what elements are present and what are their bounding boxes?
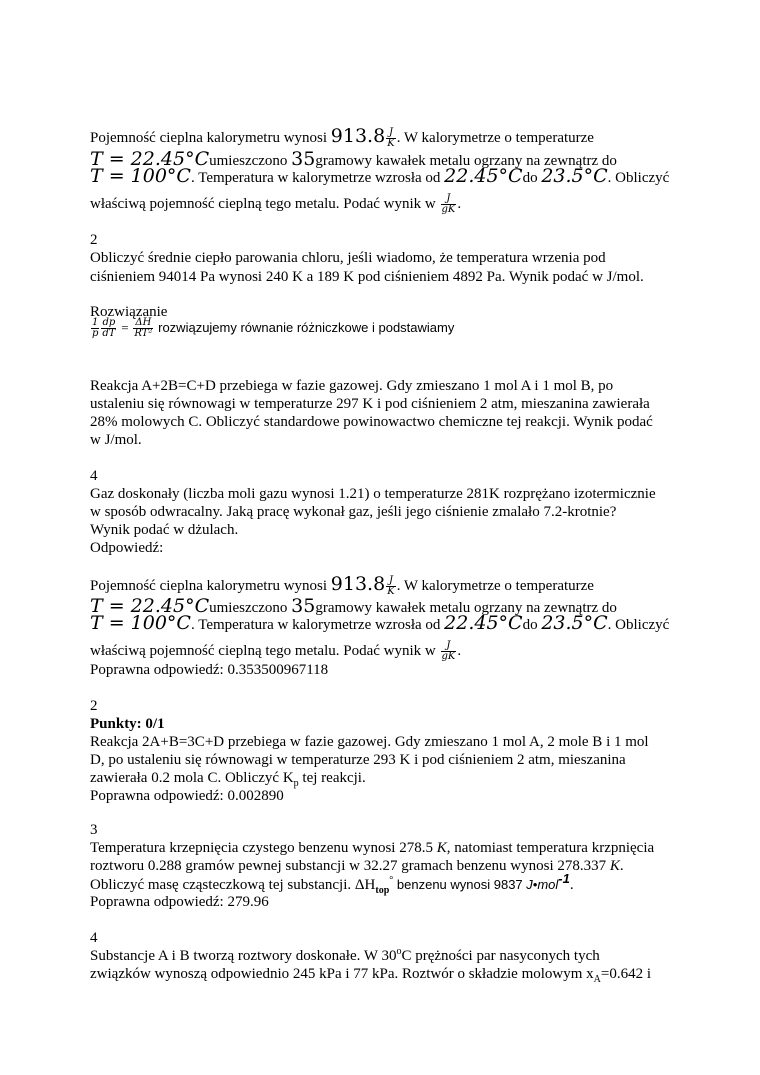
correct-answer: Poprawna odpowiedź: 0.353500967118 — [90, 662, 329, 678]
question-text: w J/mol. — [90, 432, 142, 448]
text-segment: . — [457, 195, 462, 212]
unit-kelvin: K — [436, 840, 447, 856]
calorimeter-line-4 — [90, 194, 461, 215]
subscript: p — [293, 778, 299, 789]
fraction-denominator: dT — [102, 328, 116, 339]
unit-kelvin: K — [609, 858, 620, 874]
fraction-numerator: J — [441, 194, 457, 205]
math-expression: 22.45°C — [444, 612, 523, 634]
fraction-numerator: dp — [102, 317, 116, 328]
fraction-denominator: RT² — [134, 328, 153, 339]
text-segment: właściwą pojemność cieplną tego metalu. Podać wynik w — [90, 642, 440, 659]
text-segment: roztworu 0.288 gramów pewnej substancji w 32.27 gramach benzenu wynosi 278.337 — [90, 858, 610, 874]
calorimeter-line-1 — [90, 575, 594, 597]
subscript: A — [593, 974, 601, 985]
question-text: Gaz doskonały (liczba moli gazu wynosi 1.21) o temperaturze 281K rozprężano izotermicznie — [90, 486, 656, 502]
heat-capacity-value: 913.8 — [330, 573, 386, 595]
correct-answer: Poprawna odpowiedź: 279.96 — [90, 894, 269, 910]
text-segment: umieszczono — [209, 153, 292, 169]
text-segment: zawierała 0.2 mola C. Obliczyć K — [90, 770, 294, 786]
superscript: ° — [389, 875, 394, 886]
text-segment: tej reakcji. — [298, 770, 366, 786]
question-text: ustaleniu się równowagi w temperaturze 297 K i pod ciśnieniem 2 atm, mieszanina zawierała — [90, 396, 650, 412]
superscript: -1 — [558, 871, 570, 886]
question-text: Reakcja A+2B=C+D przebiega w fazie gazowej. Gdy zmieszano 1 mol A i 1 mol B, po — [90, 378, 614, 394]
question-number: 2 — [90, 698, 98, 714]
text-segment: Obliczyć masę cząsteczkową tej substancji. ΔH — [90, 877, 376, 893]
question-text — [90, 871, 574, 896]
heat-capacity-value: 913.8 — [330, 125, 386, 147]
text-segment: umieszczono — [209, 600, 292, 616]
question-text: 28% molowych C. Obliczyć standardowe powinowactwo chemiczne tej reakcji. Wynik podać — [90, 414, 653, 430]
fraction-denominator: K — [387, 586, 395, 598]
text-segment: Substancje A i B tworzą roztwory doskonałe. W 30 — [90, 948, 397, 964]
question-text: Wynik podać w dżulach. — [90, 522, 239, 538]
unit-fraction — [441, 194, 457, 215]
correct-answer: Poprawna odpowiedź: 0.002890 — [90, 788, 284, 804]
text-segment: . — [619, 858, 624, 874]
solution-text: rozwiązujemy równanie różniczkowe i podstawiamy — [158, 319, 455, 335]
answer-label: Odpowiedź: — [90, 540, 164, 556]
question-number: 4 — [90, 930, 98, 946]
solution-label: Rozwiązanie — [90, 304, 168, 320]
math-expression: T = 22.45°C — [90, 595, 210, 617]
fraction-denominator: K — [387, 138, 395, 150]
text-segment: . W kalorymetrze o temperaturze — [396, 578, 594, 594]
question-text: ciśnieniem 94014 Pa wynosi 240 K a 189 K pod ciśnieniem 4892 Pa. Wynik podać w J/mol. — [90, 269, 644, 285]
math-expression: 23.5°C — [541, 165, 608, 187]
subscript: top — [375, 885, 390, 896]
text-segment: . Temperatura w kalorymetrze wzrosła od — [190, 170, 445, 186]
calorimeter-line-3 — [90, 614, 669, 634]
question-text: Reakcja 2A+B=3C+D przebiega w fazie gazowej. Gdy zmieszano 1 mol A, 2 mole B i 1 mol — [90, 734, 649, 750]
text-segment: . — [457, 642, 462, 659]
math-number: 35 — [291, 595, 316, 617]
text-segment: =0.642 i — [600, 966, 652, 982]
fraction-denominator: gK — [441, 204, 456, 215]
question-text — [90, 769, 366, 787]
points-label: Punkty: 0/1 — [90, 716, 165, 732]
equation-fraction — [133, 318, 153, 339]
unit-fraction — [386, 576, 395, 597]
fraction-denominator: gK — [441, 651, 456, 662]
text-segment: C prężności par nasyconych tych — [401, 948, 600, 964]
text-segment: . W kalorymetrze o temperaturze — [396, 130, 594, 146]
question-text — [90, 857, 624, 875]
question-number: 3 — [90, 822, 98, 838]
question-number: 4 — [90, 468, 98, 484]
equals-sign: = — [121, 319, 129, 335]
text-segment: do — [522, 170, 542, 186]
text-segment: gramowy kawałek metalu ogrzany na zewnątrz do — [315, 600, 617, 616]
question-text — [90, 965, 651, 983]
text-segment: związków wynoszą odpowiednio 245 kPa i 77 kPa. Roztwór o składzie molowym x — [90, 966, 594, 982]
math-expression: T = 100°C — [90, 612, 191, 634]
fraction-numerator: J — [386, 128, 395, 139]
text-segment: Pojemność cieplna kalorymetru wynosi — [90, 578, 331, 594]
calorimeter-line-3 — [90, 167, 669, 187]
equation-fraction — [91, 318, 99, 339]
unit-text: J•mol — [526, 877, 559, 892]
math-expression: 22.45°C — [444, 165, 523, 187]
unit-fraction — [386, 128, 395, 149]
text-segment: właściwą pojemność cieplną tego metalu. Podać wynik w — [90, 195, 440, 212]
text-segment: do — [522, 617, 542, 633]
unit-fraction — [441, 641, 457, 662]
math-expression: T = 100°C — [90, 165, 191, 187]
question-number: 2 — [90, 232, 98, 248]
text-segment: . — [569, 877, 574, 893]
question-text — [90, 839, 654, 857]
question-text: Obliczyć średnie ciepło parowania chloru, jeśli wiadomo, że temperatura wrzenia pod — [90, 250, 606, 266]
fraction-numerator: ΔH — [133, 318, 153, 329]
text-segment: , natomiast temperatura krzpnięcia — [446, 840, 655, 856]
text-segment: Pojemność cieplna kalorymetru wynosi — [90, 130, 331, 146]
solution-equation — [90, 318, 454, 339]
fraction-denominator: p — [92, 328, 99, 339]
text-segment: . Obliczyć — [607, 170, 670, 186]
text-segment: . Temperatura w kalorymetrze wzrosła od — [190, 617, 445, 633]
calorimeter-line-1 — [90, 127, 594, 149]
calorimeter-line-4 — [90, 641, 461, 662]
math-expression: 23.5°C — [541, 612, 608, 634]
text-segment: gramowy kawałek metalu ogrzany na zewnątrz do — [315, 153, 617, 169]
question-text: D, po ustaleniu się równowagi w temperaturze 293 K i pod ciśnieniem 2 atm, mieszanina — [90, 752, 626, 768]
equation-fraction — [101, 318, 116, 339]
fraction-numerator: J — [441, 641, 457, 652]
superscript: o — [396, 946, 402, 957]
fraction-numerator: 1 — [92, 317, 99, 328]
text-segment: benzenu wynosi 9837 — [393, 877, 527, 892]
text-segment: Temperatura krzepnięcia czystego benzenu wynosi 278.5 — [90, 840, 437, 856]
math-number: 35 — [291, 148, 316, 170]
question-text — [90, 947, 600, 965]
text-segment: . Obliczyć — [607, 617, 670, 633]
question-text: w sposób odwracalny. Jaką pracę wykonał gaz, jeśli jego ciśnienie zmalało 7.2-krotnie? — [90, 504, 617, 520]
math-expression: T = 22.45°C — [90, 148, 210, 170]
fraction-numerator: J — [386, 576, 395, 587]
